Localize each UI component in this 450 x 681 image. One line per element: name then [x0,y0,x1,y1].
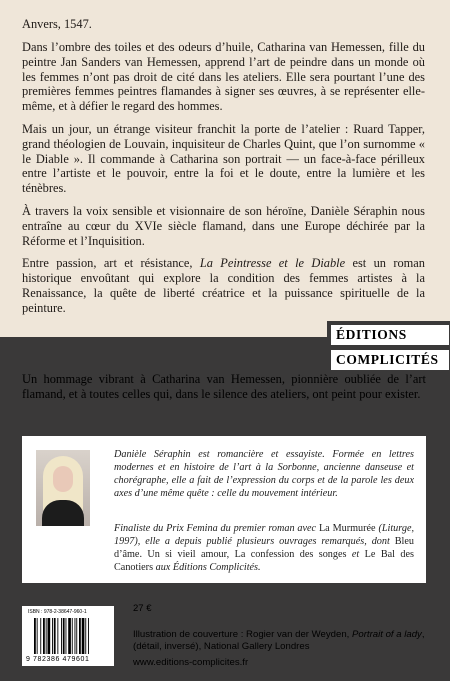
website-link[interactable]: www.editions-complicites.fr [133,657,249,668]
barcode-number: 9 782386 479601 [26,656,90,663]
author-bio-box [22,436,426,583]
hommage-text: Un hommage vibrant à Catharina van Hemessen, pionnière oubliée de l’art flamand, et à toutes celles qui, dans le silence des ateliers, ont peint pour exister. [22,372,426,401]
blurb-paragraph-2: Mais un jour, un étrange visiteur franchit la porte de l’atelier : Ruard Tapper, grand théologien de Louvain, inquisiteur de Charles Quint, que l’on surnomme « le Diable ». Il commande à Catharina son portrait — un face-à-face périlleux entre l’artiste et le pouvoir, entre la foi et le doute, entre la lumière et les ténèbres. [22,121,425,196]
place-date: Anvers, 1547. [22,17,92,31]
isbn-barcode [22,606,114,666]
publisher-line-1: ÉDITIONS [331,325,449,345]
blurb-paragraph-4: Entre passion, art et résistance, La Peintresse et le Diable est un roman historique envoûtant qui explore la condition des femmes artistes à la Renaissance, la quête de liberté créatrice et la puissance spirituelle de la peinture. [22,256,426,315]
publisher-line-2: COMPLICITÉS [331,350,449,370]
barcode-graphic [34,618,106,654]
top-panel [0,0,450,337]
author-bio-2: Finaliste du Prix Femina du premier roman avec La Murmurée (Liturge, 1997), elle a depuis publié plusieurs ouvrages remarqués, dont Bleu d’âme. Un si vieil amour, La confession des songes et Le Bal des Canotiers aux Éditions Complicités. [114,523,415,573]
price: 27 € [133,603,152,614]
blurb-paragraph-3: À travers la voix sensible et visionnaire de son héroïne, Danièle Séraphin nous entraîne au cœur du XVIe siècle flamand, dans une Europe déchirée par la Réforme et l’Inquisition. [22,203,425,248]
cover-credits: Illustration de couverture : Rogier van der Weyden, Portrait of a lady, (détail, inversé), National Gallery Londres [133,629,425,652]
blurb-paragraph-1: Dans l’ombre des toiles et des odeurs d’huile, Catharina van Hemessen, fille du peintre Jan Sanders van Hemessen, apprend l’art de peindre dans un monde où les femmes n’ont pas droit de cité dans les ateliers. Elle sera pourtant l’une des premières femmes peintres flamandes à signer ses œuvres, à se représenter elle-même, et à défier le regard des hommes. [22,40,425,114]
author-photo [36,450,90,526]
isbn-text: ISBN : 978-2-38647-960-1 [28,609,87,615]
book-title: La Peintresse et le Diable [199,256,346,271]
author-bio-1: Danièle Séraphin est romancière et essayiste. Formée en lettres modernes et en histoire de l’art à la Sorbonne, ancienne danseuse et chorégraphe, elle a fait de l’expression du corps et de la parole les deux axes d’une même quête : celle du mouvement intérieur. [114,449,414,499]
blurb-text [22,40,425,324]
publisher-logo [327,321,450,370]
